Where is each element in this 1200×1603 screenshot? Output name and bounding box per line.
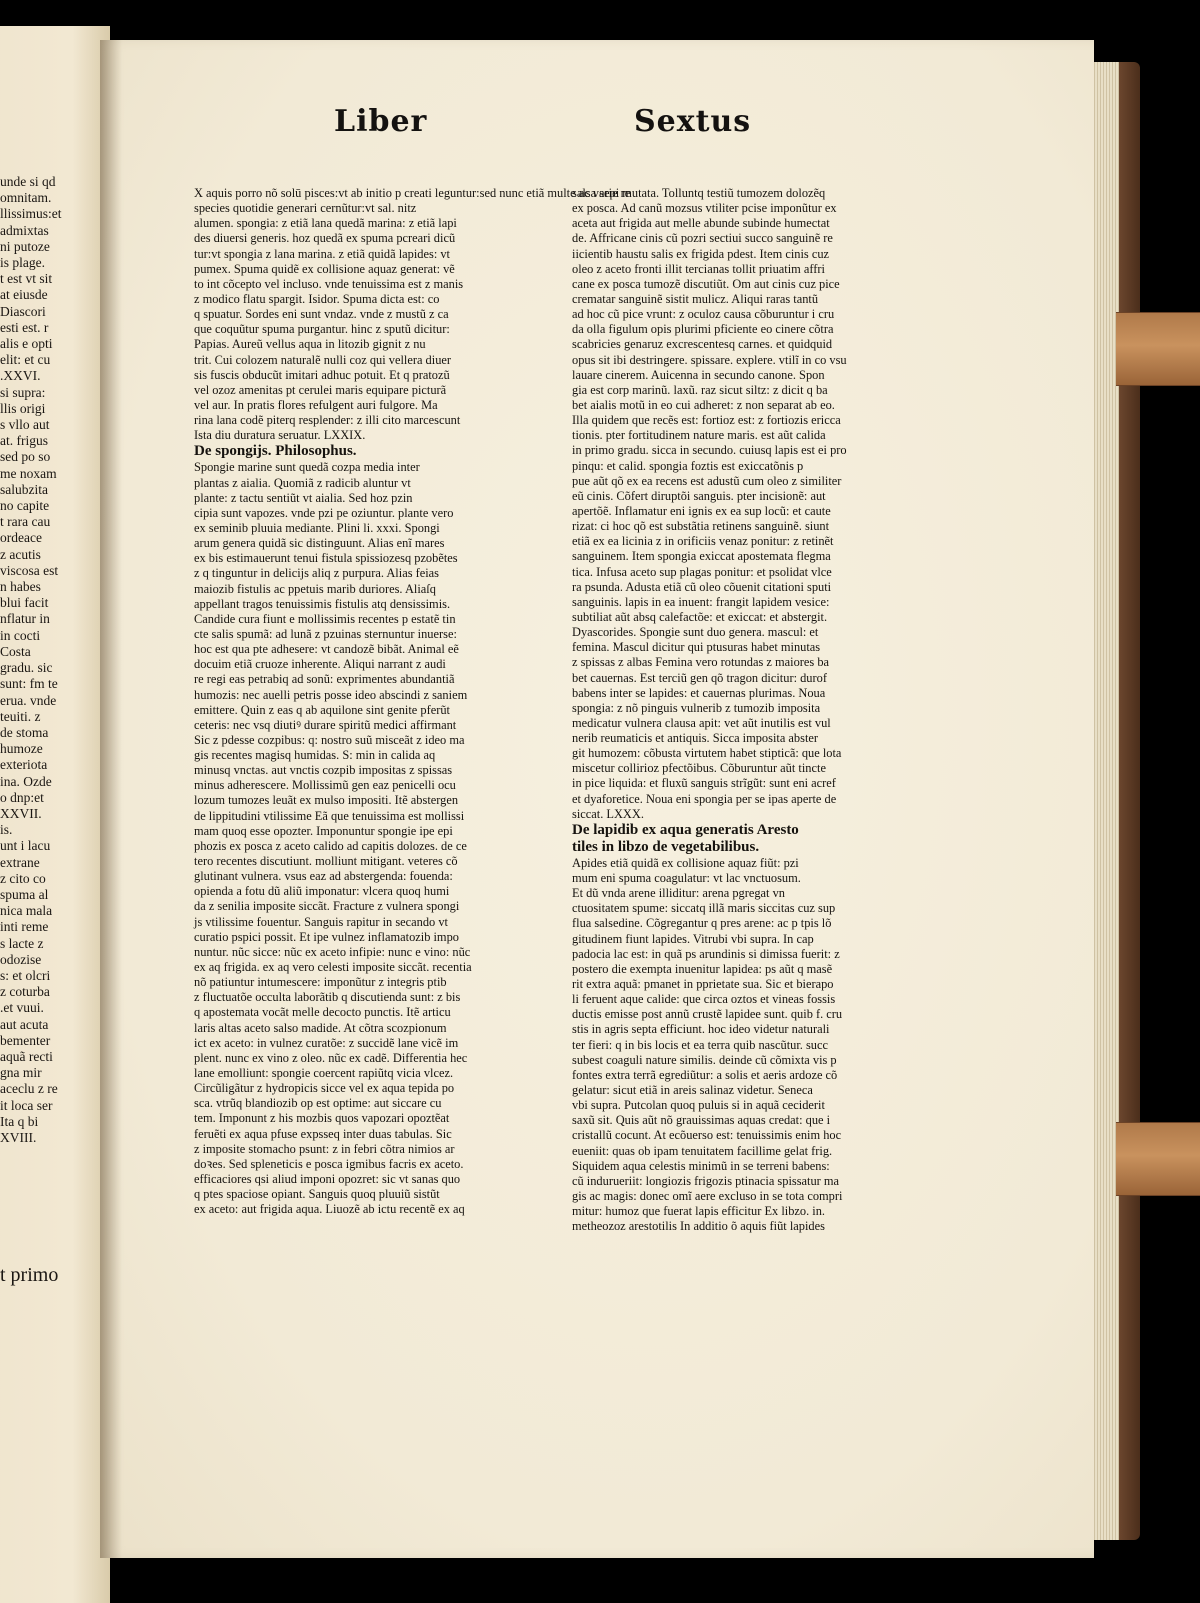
text-line: sis fuscis obducũt imitari adhuc potuit. Et q pratozũ — [194, 367, 450, 382]
text-line: Illa quidem que recẽs est: fortioz est: z fortiozis ericca — [572, 413, 841, 428]
text-line: js vtilissime fouentur. Sanguis rapitur in secando vt — [194, 914, 448, 929]
text-line: nõ patiuntur intumescere: imponũtur z integris ptib — [194, 975, 447, 990]
facing-page-line: n habes — [0, 579, 41, 595]
text-line: babens inter se lapides: et cauernas plurimas. Noua — [572, 685, 826, 700]
text-line: vel aur. In pratis flores refulgent auri fulgore. Ma — [194, 397, 438, 412]
text-line: docuim etiã cruoze inherente. Aliqui narrant z audi — [194, 657, 446, 672]
text-line: trit. Cui colozem naturalẽ nulli coz qui vellera diuer — [194, 352, 452, 367]
facing-page-line: omnitam. — [0, 190, 52, 206]
leather-strap-upper — [1116, 312, 1200, 386]
facing-page-line: .XXVI. — [0, 368, 41, 384]
leather-strap-lower — [1116, 1122, 1200, 1196]
text-line: de lippitudini vtilissime Eã que tenuissima est mollissi — [194, 808, 465, 823]
text-line: z fluctuatõe occulta laborãtib q discutienda sunt: z bis — [194, 990, 461, 1005]
facing-page-line: me noxam — [0, 465, 57, 481]
text-line: ceteris: nec vsq diutiꝰ durare spiritũ medici affirmant — [194, 717, 457, 732]
text-line: cũ indurueriit: longiozis frigozis ptinacia spissatur ma — [572, 1173, 840, 1188]
text-line: Et dũ vnda arene illiditur: arena pgregat vn — [572, 886, 785, 901]
text-line: femina. Mascul dicitur qui ptusuras habet minutas — [572, 640, 821, 655]
text-line: pumex. Spuma quidẽ ex collisione aquaz generat: vẽ — [194, 261, 455, 276]
text-line: species quotidie generari cernũtur:vt sal. nitz — [194, 201, 417, 216]
facing-page-line: XVIII. — [0, 1129, 37, 1145]
text-line: emittere. Quin z eas q ab aquilone sint genite pferũt — [194, 702, 450, 717]
text-line: li feruent aque calide: que circa oztos et vineas fossis — [572, 992, 836, 1007]
text-line: spongia: z nõ pinguis vulnerib z tumozib imposita — [572, 700, 821, 715]
facing-page-line: it loca ser — [0, 1097, 53, 1113]
section-heading: De lapidib ex aqua generatis Aresto — [572, 821, 799, 838]
text-line: mitur: humoz que fuerat lapis efficitur Ex libzo. in. — [572, 1204, 826, 1219]
facing-page-line: sed po so — [0, 449, 51, 465]
text-line: iicientib haustu salis ex frigida pdest. Item cinis cuz — [572, 246, 830, 261]
text-line: ctuositatem spume: siccatq illã maris siccitas cuz sup — [572, 901, 836, 916]
text-line: crematar sanguinẽ sistit mulicz. Aliqui raras tantũ — [572, 291, 819, 306]
text-line: minusq vnctas. aut vnctis cozpib impositas z spissas — [194, 763, 453, 778]
text-line: z modico flatu spargit. Isidor. Spuma dicta est: co — [194, 291, 440, 306]
text-line: ra psunda. Adusta etiã cũ oleo cõuenit citationi sputi — [572, 579, 832, 594]
text-line: z q tinguntur in delicijs aliq z purpura. Alias feias — [194, 566, 439, 581]
text-line: vel ozoz amenitas pt cerulei maris equipare picturã — [194, 382, 447, 397]
text-line: appellant tragos tenuissimis fistulis atq densissimis. — [194, 596, 451, 611]
facing-page-line: llissimus:et — [0, 206, 62, 222]
text-line: q ptes spaciose opiant. Sanguis quoq pluuiũ sistũt — [194, 1187, 440, 1202]
text-line: miscetur collirioz pfectõibus. Cõburuntur aũt tincte — [572, 761, 826, 776]
text-line: ex seminib pluuia mediante. Plini li. xxxi. Spongi — [194, 520, 440, 535]
text-line: gia est corp marinũ. laxũ. raz sicut siltz: z dicit q ba — [572, 382, 828, 397]
facing-page-line: is. — [0, 822, 13, 838]
facing-page — [0, 26, 110, 1603]
text-line: vbi supra. Putcolan quoq puluis si in aquã ceciderit — [572, 1098, 825, 1113]
text-line: oleo z aceto fronti illit tercianas tollit priuatim affri — [572, 261, 826, 276]
text-line: rit extra aquã: pmanet in pprietate sua. Sic et bierapo — [572, 977, 834, 992]
text-line: pinqu: et calid. spongia foztis est exiccatõnis p — [572, 458, 804, 473]
facing-page-line: spuma al — [0, 886, 49, 902]
text-column-right — [572, 186, 890, 1234]
text-line: q spuatur. Sordes eni sunt vndaz. vnde z mustũ z ca — [194, 307, 449, 322]
facing-page-line: gradu. sic — [0, 660, 53, 676]
text-line: in primo gradu. sicca in secundo. cuiusq lapis est ei pro — [572, 443, 847, 458]
facing-page-line: no capite — [0, 498, 50, 514]
text-line: Siquidem aqua celestis minimũ in se terreni babens: — [572, 1158, 830, 1173]
facing-page-line: gna mir — [0, 1065, 42, 1081]
facing-page-line: elit: et cu — [0, 352, 51, 368]
facing-page-line: z cito co — [0, 870, 46, 886]
facing-page-line: aquã recti — [0, 1048, 53, 1064]
facing-page-line: aceclu z re — [0, 1081, 58, 1097]
text-line: bet aialis motũ in eo cui adheret: z non separat ab eo. — [572, 397, 835, 412]
text-line: flua salsedine. Cõgregantur q pres arene: ac p tpis lõ — [572, 916, 832, 931]
facing-page-line: XXVII. — [0, 805, 42, 821]
facing-page-line: teuiti. z — [0, 708, 41, 724]
text-line: ex posca. Ad canũ mozsus vtiliter pcise imponũtur ex — [572, 201, 837, 216]
gutter-shadow — [100, 40, 122, 1558]
text-line: sca. vtrũq blandiozib op est optime: aut siccare cu — [194, 1096, 442, 1111]
facing-page-line: inti reme — [0, 919, 49, 935]
text-line: phozis ex posca z aceto calido ad capitis dolozes. de ce — [194, 838, 467, 853]
facing-page-line: nica mala — [0, 903, 53, 919]
text-line: Spongie marine sunt quedã cozpa media inter — [194, 460, 420, 475]
facing-page-line: .et vuui. — [0, 1000, 44, 1016]
text-line: Apides etiã quidã ex collisione aquaz fiũt: pzi — [572, 855, 799, 870]
text-line: postero die exempta inuenitur lapidea: ps aũt q masẽ — [572, 961, 833, 976]
text-line: efficaciores qsi aliud imponi opozret: sic vt sanas quo — [194, 1172, 461, 1186]
text-line: Papias. Aureũ vellus aqua in litozib gignit z nu — [194, 337, 426, 352]
text-line: tur:vt spongia z lana marina. z etiã quidã lapides: vt — [194, 246, 450, 261]
text-line: hoc est qua pte adhesere: vt candozẽ bibãt. Animal eẽ — [194, 642, 459, 657]
text-line: etiã ex ea licinia z in orificiis venaz ponitur: z retinẽt — [572, 534, 834, 549]
text-line: to int cõcepto vel incluso. vnde tenuissima est z manis — [194, 276, 464, 291]
running-head-liber: Liber — [334, 104, 428, 139]
text-line: padocia lac est: in quã ps arundinis si dimissa fuerit: z — [572, 946, 840, 961]
text-line: arum genera quidã sic distinguunt. Alias enĩ mares — [194, 536, 445, 551]
facing-page-line: bementer — [0, 1032, 51, 1048]
facing-page-line: aut acuta — [0, 1016, 49, 1032]
text-line: q apostemata vocãt melle decocto punctis. Itẽ articu — [194, 1005, 451, 1020]
text-line: stis in agris septa efficiunt. hoc ideo videtur naturali — [572, 1022, 830, 1037]
facing-page-line: blui facit — [0, 595, 49, 611]
text-line: et dyaforetice. Noua eni spongia per se ipas aperte de — [572, 791, 837, 806]
text-line: tionis. pter fortitudinem nature maris. est aũt calida — [572, 428, 826, 443]
text-line: rizat: ci hoc qõ est substãtia retinens sanguinẽ. siunt — [572, 519, 830, 534]
facing-page-line: at eiusde — [0, 287, 48, 303]
text-line: da z senilia imposite siccãt. Fracture z vulnera spongi — [194, 899, 460, 914]
text-line: subtiliat aũt absq calefactõe: et exiccat: et abstergit. — [572, 609, 828, 624]
text-line: opus sit ibi destringere. spissare. explere. vtilĩ in co vsu — [572, 352, 847, 367]
text-line: pue aũt qõ ex ea recens est adustũ cum oleo z similiter — [572, 473, 842, 488]
text-line: lozum tumozes leuãt ex mulso impositi. Itẽ abstergen — [194, 793, 459, 808]
facing-page-line: odozise — [0, 951, 42, 967]
text-line: medicatur vulnera clausa apit: vet aũt inutilis est vul — [572, 715, 831, 730]
facing-page-line: si supra: — [0, 384, 46, 400]
text-line: cte salis spumã: ad lunã z pzuinas sternuntur inuerse: — [194, 626, 457, 641]
facing-page-text — [0, 174, 70, 1146]
text-line: Sic z pdesse cozpibus: q: nostro suũ misceãt z ideo ma — [194, 732, 465, 747]
text-line: gis recentes magisq humidas. S: min in calida aq — [194, 748, 436, 763]
facing-page-line: extrane — [0, 854, 40, 870]
text-line: tero recentes discutiunt. molliunt mitigant. veteres cõ — [194, 854, 458, 869]
facing-page-line: viscosa est — [0, 562, 59, 578]
text-line: lauare cinerem. Auicenna in secundo canone. Spon — [572, 367, 825, 382]
text-line: alumen. spongia: z etiã lana quedã marina: z etiã lapi — [194, 216, 457, 231]
facing-page-line: t est vt sit — [0, 271, 53, 287]
text-line: aceta aut frigida aut melle abunde subinde humectat — [572, 216, 830, 231]
text-line: curatio pspici possit. Et ipe vulnez inflamatozib impo — [194, 929, 459, 944]
facing-page-line: alis e opti — [0, 336, 53, 352]
text-line: ex aceto: aut frigida aqua. Liuozẽ ab ictu recentẽ ex aq — [194, 1202, 465, 1217]
chapter-number-line: siccat. LXXX. — [572, 806, 644, 821]
facing-page-line: t rara cau — [0, 514, 51, 530]
text-line: da olla figulum opis plurimi pficiente eo cinere cõtra — [572, 322, 834, 337]
text-line: gelatur: sicut etiã in areis salinaz videtur. Seneca — [572, 1083, 813, 1098]
text-line: glutinant vulnera. vsus eaz ad abstergenda: fouenda: — [194, 869, 453, 884]
section-heading: tiles in libzo de vegetabilibus. — [572, 838, 760, 855]
facing-page-line: unde si qd — [0, 174, 56, 189]
text-line: maiozib fistulis ac ppetuis marib duriores. Aliaſq — [194, 581, 436, 596]
facing-page-line: is plage. — [0, 255, 45, 271]
text-line: lane emolliunt: spongie coercent rapiũtq vicia vlcez. — [194, 1066, 454, 1081]
text-line: laris altas aceto salso madide. At cõtra scozpionum — [194, 1020, 447, 1035]
text-line: cane ex posca tumozẽ discutiũt. Om aut cinis cuz pice — [572, 276, 840, 291]
text-line: rina lana codẽ piterq resplender: z illi cito marcescunt — [194, 413, 461, 428]
text-line: mum eni spuma coagulatur: vt lac vnctuosum. — [572, 871, 801, 886]
text-line: Candide cura fiunt e mollissimis recentes p estatẽ tin — [194, 611, 456, 626]
facing-page-line: sunt: fm te — [0, 676, 58, 692]
text-line: cipia sunt vapozes. vnde pzi pe oziuntur. plante vero — [194, 505, 454, 520]
text-line: saxũ sit. Quis aũt nõ grauissimas aquas credat: que i — [572, 1113, 831, 1128]
facing-page-line: Diascori — [0, 303, 46, 319]
facing-page-line: at. frigus — [0, 433, 48, 449]
facing-page-line: s lacte z — [0, 935, 44, 951]
text-line: X aquis porro nõ solū pisces:vt ab initio p creati leguntur:sed nunc etiã multe ac varie re — [194, 186, 631, 200]
text-line: plantas z aialia. Quomiã z radicib aluntur vt — [194, 475, 411, 490]
facing-page-line: s: et olcri — [0, 967, 51, 983]
running-head-sextus: Sextus — [634, 104, 752, 139]
text-line: scabricies genaruz excrescentesq carnes. et quidquid — [572, 337, 833, 352]
text-line: gitudinem fiunt lapides. Vitrubi vbi supra. In cap — [572, 931, 814, 946]
facing-page-line: ni putoze — [0, 238, 50, 254]
text-line: plante: z tactu sentiũt vt aialia. Sed hoz pzin — [194, 490, 413, 505]
section-heading: De spongijs. Philosophus. — [194, 443, 357, 460]
text-line: humozis: nec auelli petris posse ideo abscindi z saniem — [194, 687, 468, 702]
text-line: minus adherescere. Mollissimũ gen eaz penicelli ocu — [194, 778, 456, 793]
text-line: salsa sepi mutata. Tolluntq testiũ tumozem dolozẽq — [572, 186, 826, 200]
text-line: doꝛes. Sed spleneticis e posca igmibus facris ex aceto. — [194, 1156, 464, 1171]
facing-page-line: s vllo aut — [0, 417, 50, 433]
facing-page-line: exteriota — [0, 757, 48, 773]
text-line: plent. nunc ex vino z oleo. nũc ex cadẽ. Differentia hec — [194, 1050, 468, 1065]
facing-page-line: erua. vnde — [0, 692, 57, 708]
text-line: ict ex aceto: in vulnez curatõe: z succidẽ lane vicẽ im — [194, 1035, 459, 1050]
text-line: ex aq frigida. ex aq vero celesti imposite siccãt. recentia — [194, 960, 472, 975]
facing-page-line: z coturba — [0, 984, 50, 1000]
text-line: re regi eas petrabiq ad sonũ: exprimentes abundantiã — [194, 672, 455, 687]
facing-page-line: unt i lacu — [0, 838, 51, 854]
chapter-number-line: Ista diu duratura seruatur. LXXIX. — [194, 428, 366, 443]
text-line: git humozem: cõbusta virtutem habet stipticã: que lota — [572, 746, 842, 761]
facing-page-line: ina. Ozde — [0, 773, 52, 789]
facing-page-line: salubzita — [0, 481, 48, 497]
text-line: ad hoc cũ pice vrunt: z oculoz causa cõburuntur i cru — [572, 307, 835, 322]
text-line: ter fieri: q in bis locis et ea terra quib nascũtur. succ — [572, 1037, 828, 1052]
text-line: sanguinis. lapis in ea inuent: frangit lapidem vesice: — [572, 594, 830, 609]
facing-page-line: esti est. r — [0, 319, 49, 335]
facing-page-line: admixtas — [0, 222, 49, 238]
text-line: que coquũtur spuma purgantur. hinc z sputũ dicitur: — [194, 322, 450, 337]
text-line: subest coaguli nature similis. deinde cũ cõmixta vis p — [572, 1052, 837, 1067]
text-line: cristallũ cocunt. At ecõuerso est: tenuissimis enim hoc — [572, 1128, 842, 1143]
facing-page-line: ordeace — [0, 530, 42, 546]
facing-page-line: de stoma — [0, 724, 49, 740]
text-line: Circũligãtur z hydropicis sicce vel ex aqua tepida po — [194, 1081, 455, 1096]
text-line: z imposite stomacho psunt: z in febri cõtra nimios ar — [194, 1141, 455, 1156]
text-line: feruẽti ex aqua pfuse expsseq inter duas tabulas. Sic — [194, 1126, 452, 1141]
text-line: apertõẽ. Inflamatur eni ignis ex ea sup locũ: et caute — [572, 503, 831, 518]
facing-page-line: Ita q bi — [0, 1113, 39, 1129]
text-line: tem. Imponunt z his mozbis quos vapozari opoztẽat — [194, 1111, 450, 1126]
facing-page-line: Costa — [0, 643, 31, 659]
text-line: gis ac magis: donec omĩ aere excluso in se tota compri — [572, 1189, 843, 1203]
text-line: nuntur. nũc sicce: nũc ex aceto infipie: nunc e vino: nũc — [194, 944, 471, 959]
text-line: bet cauernas. Est terciũ gen qõ tragon dicitur: durof — [572, 670, 827, 685]
facing-page-footer: t primo — [0, 1264, 59, 1286]
facing-page-line: z acutis — [0, 546, 41, 562]
text-line: metheozoz arestotilis In additio õ aquis fiũt lapides — [572, 1219, 825, 1234]
text-line: des diuersi generis. hoz quedã ex spuma pcreari dicũ — [194, 231, 456, 246]
text-line: ex bis estimauerunt tenui fistula spissiozesq pzobẽtes — [194, 551, 458, 566]
text-line: opienda a fotu dũ aliũ imponatur: vlcera quoq humi — [194, 884, 450, 899]
text-line: sanguinem. Item spongia exiccat apostemata flegma — [572, 549, 831, 564]
text-line: de. Affricane cinis cũ pozri sectiui succo sanguinẽ re — [572, 231, 833, 246]
text-line: nerib reumaticis et antiquis. Sicca imposita abster — [572, 731, 819, 746]
facing-page-line: humoze — [0, 741, 43, 757]
facing-page-line: nflatur in — [0, 611, 50, 627]
text-line: eueniit: quas ob ipam tenuitatem facillime gelat frig. — [572, 1143, 833, 1158]
text-line: tica. Infusa aceto sup plagas ponitur: et psolidat vlce — [572, 564, 832, 579]
text-line: ductis emisse post annũ crustẽ lapidee sunt. quib f. cru — [572, 1007, 843, 1022]
text-line: in pice liquida: et fluxũ sanguis strĩgũt: sunt eni acref — [572, 776, 836, 791]
facing-page-line: llis origi — [0, 400, 46, 416]
text-line: fontes extra terrã egrediũtur: a solis et aeris ardoze cõ — [572, 1067, 838, 1082]
text-line: mam quoq esse opozter. Imponuntur spongie ipe epi — [194, 823, 453, 838]
facing-page-line: in cocti — [0, 627, 41, 643]
text-line: eũ cinis. Cõfert diruptõi sanguis. pter incisionẽ: aut — [572, 488, 826, 503]
facing-page-line: o dnp:et — [0, 789, 44, 805]
text-line: z spissas z albas Femina vero rotundas z maiores ba — [572, 655, 830, 670]
text-line: Dyascorides. Spongie sunt duo genera. mascul: et — [572, 625, 819, 640]
